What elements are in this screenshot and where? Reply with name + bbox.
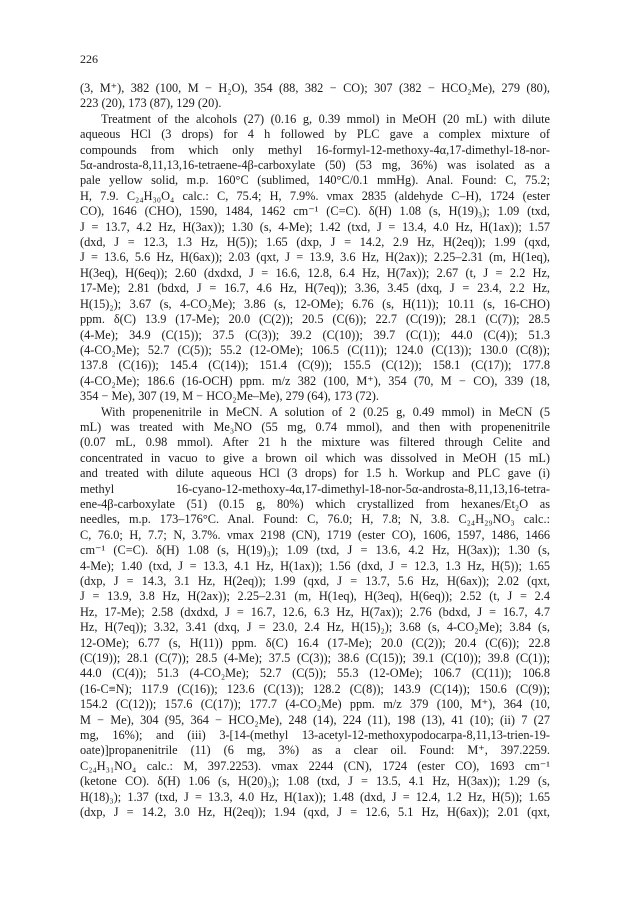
text-line: 223 (20), 173 (87), 129 (20). (80, 96, 222, 111)
text-line: (dxp, J = 14.3, 3.1 Hz, H(2eq)); 1.99 (qxd, J = 13.7, 5.6 Hz, H(6ax)); 2.02 (qxt, (80, 574, 550, 588)
text-line: needles, m.p. 173–176°C. Anal. Found: C, 76.0; H, 7.8; N, 3.8. C₂₄H₂₉NO₃ calc.: (80, 512, 550, 527)
text-line: (4-CO₂Me); 186.6 (16-OCH) ppm. m/z 382 (100, M⁺), 354 (70, M − CO), 339 (18, (80, 373, 550, 388)
text-line: (ketone CO). δ(H) 1.06 (s, H(20)₃); 1.08 (txd, J = 13.5, 4.1 Hz, H(3ax)); 1.29 (s, (80, 774, 550, 789)
text-line: Treatment of the alcohols (27) (0.16 g, 0.39 mmol) in MeOH (20 mL) with dilute (101, 111, 550, 126)
text-line: (3, M⁺), 382 (100, M − H₂O), 354 (88, 382 − CO); 307 (382 − HCO₂Me), 279 (80), (80, 81, 550, 95)
text-line: ppm. δ(C) 13.9 (17-Me); 20.0 (C(2)); 20.5 (C(6)); 22.7 (C(19)); 28.1 (C(7)); 28.5 (80, 312, 550, 327)
text-line: C, 76.0; H, 7.7; N, 3.7%. νmax 2198 (CN), 1719 (ester CO), 1606, 1597, 1486, 1466 (80, 527, 550, 542)
text-line: J = 13.9, 3.8 Hz, H(2ax)); 2.25–2.31 (m, H(1eq), H(3eq), H(6eq)); 2.52 (t, J = 2.4 (80, 589, 550, 604)
body-text (80, 81, 550, 821)
text-line: Hz, H(7eq)); 3.32, 3.41 (dxq, J = 23.0, 2.4 Hz, H(15)₂); 3.68 (s, 4-CO₂Me); 3.84 (s, (80, 620, 550, 635)
text-line: concentrated in vacuo to give a brown oil which was dissolved in MeOH (15 mL) (80, 450, 550, 465)
text-line: (0.07 mL, 0.98 mmol). After 21 h the mixture was filtered through Celite and (80, 435, 550, 450)
text-line: (16-C≡N); 117.9 (C(16)); 123.6 (C(13)); 128.2 (C(8)); 143.9 (C(14)); 150.6 (C(9)); (80, 681, 550, 696)
text-line: 5α-androsta-8,11,13,16-tetraene-4β-carboxylate (50) (53 mg, 36%) was isolated as a (80, 158, 550, 173)
text-line: J = 13.6, 5.6 Hz, H(6ax)); 2.03 (qxt, J = 13.9, 3.6 Hz, H(2ax)); 2.25–2.31 (m, H(1eq), (80, 250, 550, 265)
text-line: 17-Me); 2.81 (bdxd, J = 16.7, 4.6 Hz, H(7eq)); 3.36, 3.45 (dxq, J = 23.4, 2.2 Hz, (80, 281, 550, 296)
text-line: cm⁻¹ (C=C). δ(H) 1.08 (s, H(19)₃); 1.09 (txd, J = 13.6, 4.2 Hz, H(3ax)); 1.30 (s, (80, 543, 550, 558)
text-line: and treated with dilute aqueous HCl (3 drops) for 1.5 h. Workup and PLC gave (i) (80, 466, 550, 481)
document-page (80, 52, 550, 821)
text-line: ene-4β-carboxylate (51) (0.15 g, 80%) which crystallized from hexanes/Et₂O as (80, 496, 550, 511)
text-line: J = 13.7, 4.2 Hz, H(3ax)); 1.30 (s, 4-Me); 1.42 (txd, J = 13.4, 4.0 Hz, H(1ax)); 1.57 (80, 219, 550, 234)
text-line: H(15)₂); 3.67 (s, 4-CO₂Me); 3.86 (s, 12-OMe); 6.76 (s, H(11)); 10.11 (s, 16-CHO) (80, 296, 550, 311)
text-line: C₂₄H₃₁NO₄ calc.: M, 397.2253). νmax 2244 (CN), 1724 (ester CO), 1693 cm⁻¹ (80, 758, 550, 773)
text-line: 137.8 (C(16)); 145.4 (C(14)); 151.4 (C(9)); 155.5 (C(12)); 158.1 (C(17)); 177.8 (80, 358, 550, 373)
text-line: With propenenitrile in MeCN. A solution of 2 (0.25 g, 0.49 mmol) in MeCN (5 (101, 404, 550, 419)
text-line: compounds from which only methyl 16-formyl-12-methoxy-4α,17-dimethyl-18-nor- (80, 142, 550, 157)
text-line: oate)]propanenitrile (11) (6 mg, 3%) as a clear oil. Found: M⁺, 397.2259. (80, 743, 550, 758)
text-line: 12-OMe); 6.77 (s, H(11)) ppm. δ(C) 16.4 (17-Me); 20.0 (C(2)); 20.4 (C(6)); 22.8 (80, 635, 550, 650)
text-line: 4-Me); 1.40 (txd, J = 13.3, 4.1 Hz, H(1ax)); 1.56 (dxd, J = 12.3, 1.3 Hz, H(5)); 1.65 (80, 558, 550, 573)
text-line: CO), 1646 (CHO), 1590, 1484, 1462 cm⁻¹ (C=C). δ(H) 1.08 (s, H(19)₃); 1.09 (txd, (80, 204, 550, 219)
text-line: mL) was treated with Me₃NO (55 mg, 0.74 mmol), and then with propenenitrile (80, 419, 550, 434)
text-line: Hz, 17-Me); 2.58 (dxdxd, J = 16.7, 12.6, 6.3 Hz, H(7ax)); 2.76 (bdxd, J = 16.7, 4.7 (80, 604, 550, 619)
text-line: mg, 16%); and (iii) 3-[14-(methyl 13-acetyl-12-methoxypodocarpa-8,11,13-trien-19- (80, 728, 550, 743)
text-line: H(3eq), H(6eq)); 2.60 (dxdxd, J = 16.6, 12.8, 6.4 Hz, H(7ax)); 2.67 (t, J = 2.2 Hz, (80, 265, 550, 280)
text-line: methyl 16-cyano-12-methoxy-4α,17-dimethyl-18-nor-5α-androsta-8,11,13,16-tetra- (80, 481, 550, 496)
text-line: M − Me), 304 (95, 364 − HCO₂Me), 248 (14), 224 (11), 198 (13), 41 (10); (ii) 7 (27 (80, 712, 550, 727)
text-line: (4-Me); 34.9 (C(15)); 37.5 (C(3)); 39.2 (C(10)); 39.7 (C(1)); 44.0 (C(4)); 51.3 (80, 327, 550, 342)
text-line: pale yellow solid, m.p. 160°C (sublimed, 140°C/0.1 mmHg). Anal. Found: C, 75.2; (80, 173, 550, 188)
page-number: 226 (80, 52, 98, 66)
text-line: (C(19)); 28.1 (C(7)); 28.5 (4-Me); 37.5 (C(3)); 38.6 (C(15)); 39.1 (C(10)); 39.8 (C(1)); (80, 651, 550, 666)
text-line: aqueous HCl (3 drops) for 4 h followed by PLC gave a complex mixture of (80, 127, 550, 142)
text-line: 154.2 (C(12)); 157.6 (C(17)); 177.7 (4-CO₂Me) ppm. m/z 379 (100, M⁺), 364 (10, (80, 697, 550, 712)
text-line: (dxd, J = 12.3, 1.3 Hz, H(5)); 1.65 (dxp, J = 14.2, 2.9 Hz, H(2eq)); 1.99 (qxd, (80, 235, 550, 250)
text-line: H, 7.9. C₂₄H₃₀O₄ calc.: C, 75.4; H, 7.9%. νmax 2835 (aldehyde C–H), 1724 (ester (80, 188, 550, 203)
text-line: 44.0 (C(4)); 51.3 (4-CO₂Me); 52.7 (C(5)); 55.3 (12-OMe); 106.7 (C(11)); 106.8 (80, 666, 550, 681)
text-line: H(18)₃); 1.37 (txd, J = 13.3, 4.0 Hz, H(1ax)); 1.48 (dxd, J = 12.4, 1.2 Hz, H(5)); 1.65 (80, 789, 550, 804)
text-line: (4-CO₂Me); 52.7 (C(5)); 55.2 (12-OMe); 106.5 (C(11)); 124.0 (C(13)); 130.0 (C(8)); (80, 342, 550, 357)
text-line: (dxp, J = 14.2, 3.0 Hz, H(2eq)); 1.94 (qxd, J = 12.6, 5.1 Hz, H(6ax)); 2.01 (qxt, (80, 805, 550, 820)
text-line: 354 − Me), 307 (19, M − HCO₂Me–Me), 279 (64), 173 (72). (80, 389, 379, 404)
